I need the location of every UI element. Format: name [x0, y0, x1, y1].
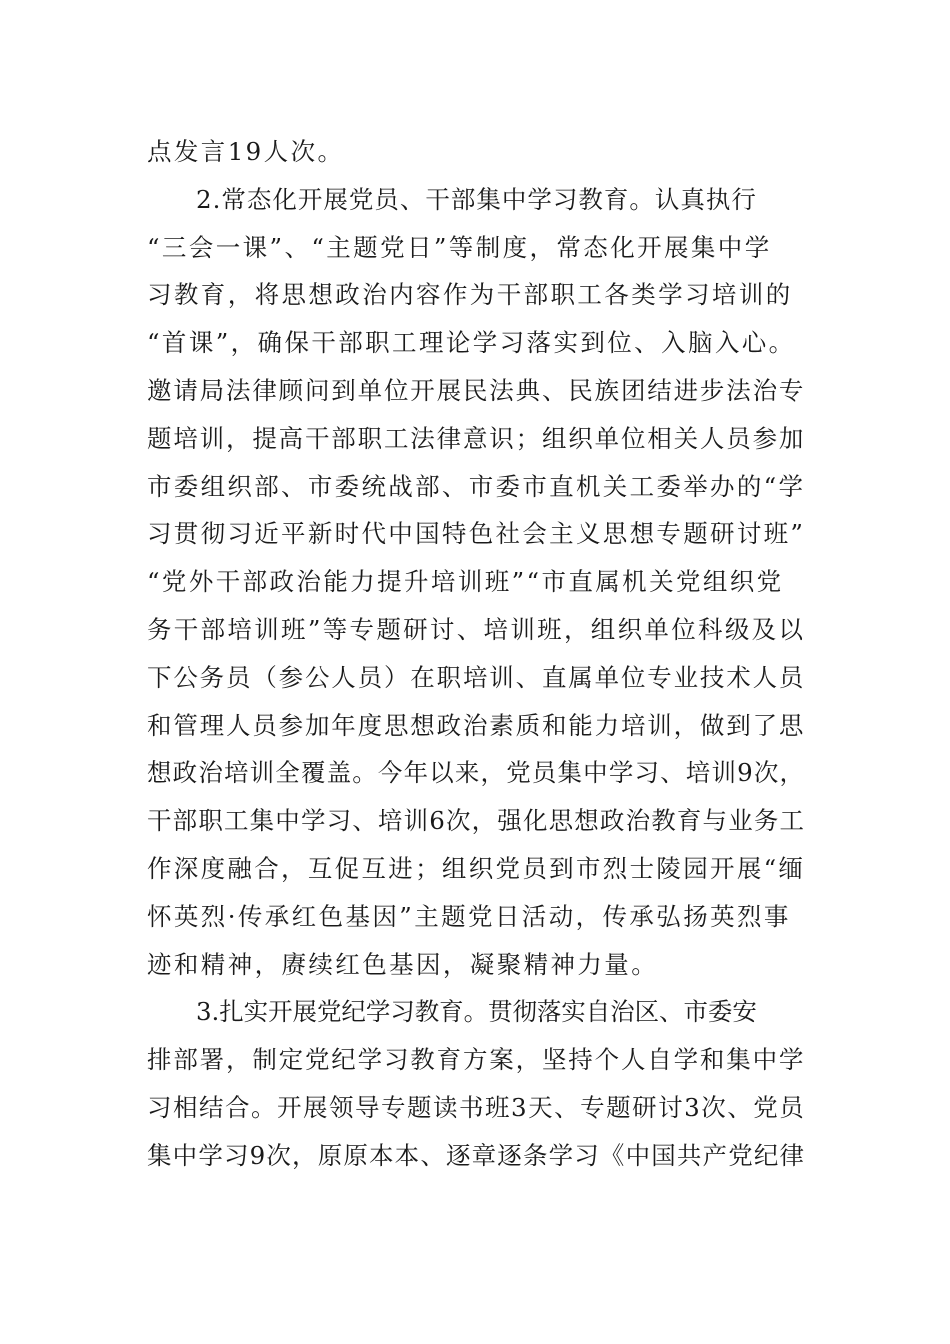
text-line: 怀英烈·传承红色基因”主题党日活动，传承弘扬英烈事: [147, 901, 791, 931]
text-line: 下公务员（参公人员）在职培训、直属单位专业技术人员: [147, 662, 806, 692]
text-line: 习贯彻习近平新时代中国特色社会主义思想专题研讨班”: [147, 519, 806, 549]
text-line: “党外干部政治能力提升培训班”“市直属机关党组织党: [147, 567, 784, 597]
text-line: 2.常态化开展党员、干部集中学习教育。认真执行: [196, 184, 757, 214]
paragraph-item-3: [147, 988, 807, 1179]
text-line: 题培训，提高干部职工法律意识；组织单位相关人员参加: [147, 423, 806, 453]
text-line: 务干部培训班”等专题研讨、培训班，组织单位科级及以: [147, 614, 806, 644]
text-line: 集中学习9次，原原本本、逐章逐条学习《中国共产党纪律: [147, 1140, 806, 1170]
text-line: 3.扎实开展党纪学习教育。贯彻落实自治区、市委安: [196, 997, 757, 1027]
text-line: 排部署，制定党纪学习教育方案，坚持个人自学和集中学: [147, 1045, 806, 1075]
paragraph-item-2: [147, 176, 807, 989]
text-line: “三会一课”、“主题党日”等制度，常态化开展集中学: [147, 232, 772, 262]
text-line: 作深度融合，互促互进；组织党员到市烈士陵园开展“缅: [147, 853, 806, 883]
text-line: 习相结合。开展领导专题读书班3天、专题研讨3次、党员: [147, 1092, 806, 1122]
text-line: 迹和精神，赓续红色基因，凝聚精神力量。: [147, 949, 659, 979]
text-line: 想政治培训全覆盖。今年以来，党员集中学习、培训9次，: [147, 758, 806, 788]
text-line: 习教育，将思想政治内容作为干部职工各类学习培训的: [147, 280, 793, 310]
text-line: 干部职工集中学习、培训6次，强化思想政治教育与业务工: [147, 806, 806, 836]
text-line: 点发言19人次。: [147, 137, 345, 166]
text-line: 市委组织部、市委统战部、市委市直机关工委举办的“学: [147, 471, 806, 501]
text-line: “首课”，确保干部职工理论学习落实到位、入脑入心。: [147, 328, 796, 358]
document-body: [147, 128, 807, 1180]
text-line: 邀请局法律顾问到单位开展民法典、民族团结进步法治专: [147, 375, 806, 405]
paragraph: [147, 128, 807, 176]
text-line: 和管理人员参加年度思想政治素质和能力培训，做到了思: [147, 710, 806, 740]
